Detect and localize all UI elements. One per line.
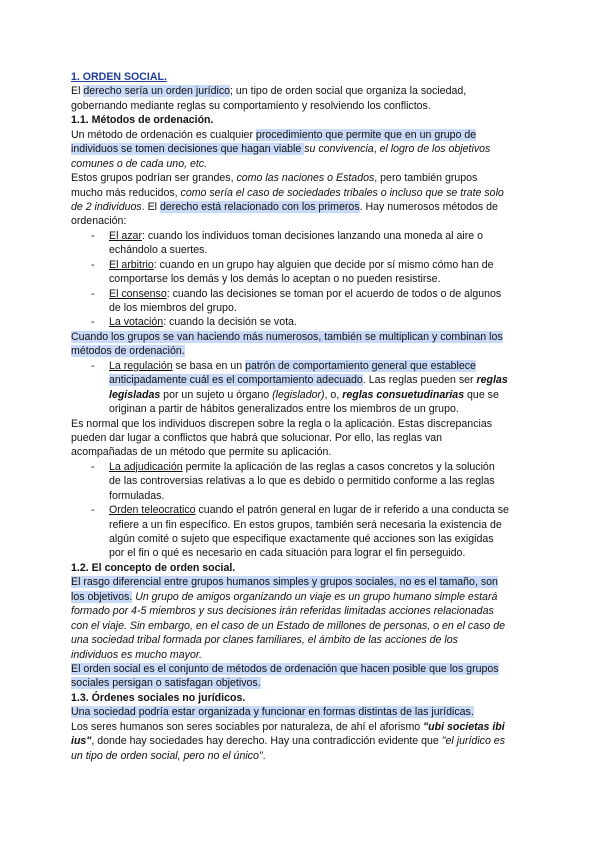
paragraph-line: Los seres humanos son seres sociables por naturaleza, de ahí el aforismo "ubi societas ibi	[71, 720, 505, 733]
paragraph-line: ius", donde hay sociedades hay derecho. Hay una contradicción evidente que "el jurídico es	[71, 735, 505, 748]
section-heading-1-3: 1.3. Órdenes sociales no jurídicos.	[71, 691, 246, 704]
list-dash: -	[91, 316, 95, 329]
list-item: - La regulación se basa en un patrón de comportamiento general que establece	[91, 359, 476, 372]
paragraph-line: El rasgo diferencial entre grupos humanos simples y grupos sociales, no es el tamaño, son	[71, 576, 498, 589]
paragraph-line: una sociedad tribal formada por clanes familiares, el ámbito de las acciones de los	[71, 634, 458, 647]
list-item-continuation: legisladas por un sujeto u órgano (legislador), o, reglas consuetudinarias que se	[109, 388, 499, 401]
list-item: - La adjudicación permite la aplicación de las reglas a casos concretos y la solución	[91, 460, 495, 473]
page-title: 1. ORDEN SOCIAL.	[71, 71, 167, 83]
paragraph-line: acompañadas de un método que permite su aplicación.	[71, 446, 332, 459]
list-item-continuation: por el fin o qué es necesario en cada situación para lograr el fin perseguido.	[109, 547, 466, 560]
paragraph-line: El orden social es el conjunto de métodos de ordenación que hacen posible que los grupos	[71, 662, 499, 675]
list-item-continuation: originan a partir de hábitos generalizados entre los miembros de un grupo.	[109, 403, 459, 416]
paragraph-line: sociales persigan o satisfagan objetivos.	[71, 677, 261, 690]
intro-line-1: El derecho sería un orden jurídico; un tipo de orden social que organiza la sociedad,	[71, 85, 467, 98]
intro-line-2: gobernando mediante reglas su comportamiento y resolviendo los conflictos.	[71, 99, 431, 112]
list-item: - El arbitrio: cuando en un grupo hay alguien que decide por sí mismo cómo han de	[91, 258, 494, 271]
list-item-continuation: echándolo a suertes.	[109, 244, 208, 257]
paragraph-line: Estos grupos podrían ser grandes, como las naciones o Estados, pero también grupos	[71, 172, 478, 185]
list-dash: -	[91, 258, 95, 271]
list-item-continuation: de las controversias relativas a lo que es debido o permitido conforme a las reglas	[109, 475, 495, 488]
paragraph-line: los objetivos. Un grupo de amigos organizando un viaje es un grupo humano simple estará	[71, 590, 498, 603]
paragraph-line: individuos es mucho mayor.	[71, 648, 202, 661]
section-heading-1-1: 1.1. Métodos de ordenación.	[71, 114, 214, 127]
paragraph-line: Un método de ordenación es cualquier procedimiento que permite que en un grupo de	[71, 128, 477, 141]
paragraph-line: con el viaje. Sin embargo, en el caso de un Estado de millones de personas, o en el caso de	[71, 619, 506, 632]
list-item-continuation: algún comité o sujeto que especifique exactamente qué acciones son las exigidas	[109, 533, 494, 545]
list-item: - El azar: cuando los individuos toman decisiones lanzando una moneda al aire o	[91, 229, 483, 242]
paragraph-line: ordenación:	[71, 215, 127, 228]
paragraph-line: un tipo de orden social, pero no el único".	[71, 749, 266, 762]
list-item-continuation: de los miembros del grupo.	[109, 302, 237, 314]
list-dash: -	[91, 287, 95, 300]
paragraph-line: individuos se tomen decisiones que hagan viable su convivencia, el logro de los objetivos	[71, 143, 491, 156]
list-item-continuation: formuladas.	[109, 489, 165, 502]
paragraph-line: Una sociedad podría estar organizada y funcionar en formas distintas de las jurídicas.	[71, 706, 474, 719]
paragraph-line: Es normal que los individuos discrepen sobre la regla o la aplicación. Estas discrepancias	[71, 417, 493, 430]
list-dash: -	[91, 460, 95, 473]
paragraph-line: comunes o de cada uno, etc.	[71, 157, 208, 170]
list-item: - El consenso: cuando las decisiones se toman por el acuerdo de todos o de algunos	[91, 287, 502, 300]
list-dash: -	[91, 229, 95, 242]
paragraph-line: pueden dar lugar a conflictos que habrá que solucionar. Por ello, las reglas van	[71, 431, 443, 444]
list-item-continuation: refiere a un fin específico. En estos grupos, también será necesaria la existencia de	[109, 518, 502, 531]
list-item-continuation: anticipadamente cuál es el comportamiento adecuado. Las reglas pueden ser reglas	[109, 374, 508, 387]
list-item-continuation: comportarse los demás y los demás lo aceptan o no pueden resistirse.	[109, 273, 441, 286]
paragraph-line: formado por 4-5 miembros y sus decisiones irán referidas limitadas acciones relacionadas	[71, 605, 494, 618]
paragraph-line: Cuando los grupos se van haciendo más numerosos, también se multiplican y combinan los	[71, 330, 503, 343]
section-heading-1-2: 1.2. El concepto de orden social.	[71, 561, 236, 574]
list-dash: -	[91, 504, 95, 517]
list-item: - Orden teleocratico cuando el patrón general en lugar de ir referido a una conducta se	[91, 504, 509, 517]
paragraph-line: mucho más reducidos, como sería el caso de sociedades tribales o incluso que se trate solo	[71, 186, 504, 199]
paragraph-line: métodos de ordenación.	[71, 345, 185, 358]
document-page	[71, 70, 533, 763]
list-dash: -	[91, 359, 95, 372]
paragraph-line: de 2 individuos. El derecho está relacionado con los primeros. Hay numerosos métodos de	[71, 200, 498, 213]
list-item: - La votación: cuando la decisión se vota.	[91, 316, 297, 329]
